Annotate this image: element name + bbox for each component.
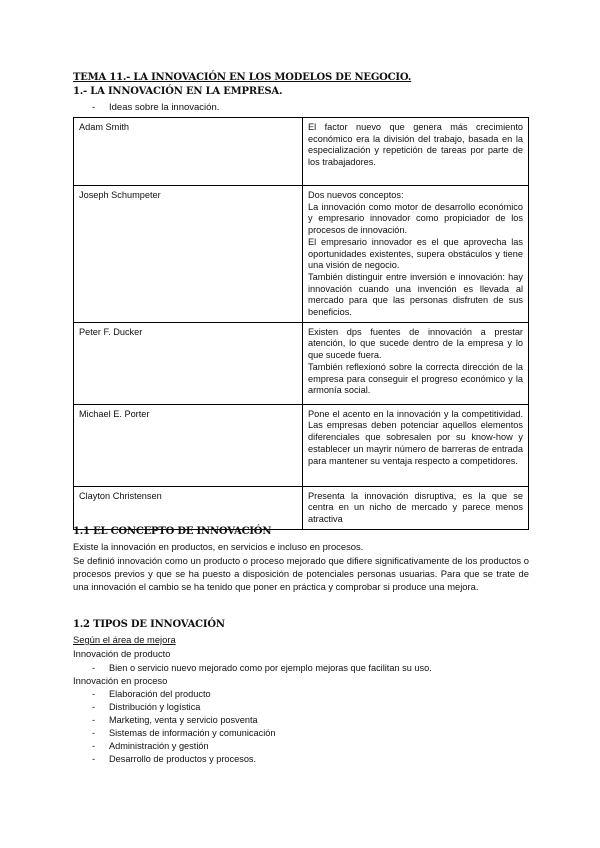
table-row	[74, 186, 529, 323]
idea-line: La innovación como motor de desarrollo económico y empresario innovador como propiciador de los procesos de innovación.	[308, 201, 523, 236]
list-item-text: Administración y gestión	[109, 741, 209, 751]
list-item	[92, 701, 275, 714]
list-item-text: Distribución y logística	[109, 702, 201, 712]
idea-line: Presenta la innovación disruptiva, es la que se centra en un nicho de mercado y parece menos atractiva	[308, 490, 523, 525]
list-item	[92, 753, 275, 766]
list-item	[92, 740, 275, 753]
bullet-dash: -	[92, 754, 96, 764]
concept-line: Existe la innovación en productos, en servicios e incluso en procesos.	[73, 541, 364, 552]
list-item-text: Sistemas de información y comunicación	[109, 728, 276, 738]
bullet-dash: -	[92, 728, 96, 738]
list-item-text: Marketing, venta y servicio posventa	[109, 715, 258, 725]
bullet-dash: -	[92, 702, 96, 712]
table-row	[74, 118, 529, 186]
product-innovation-list	[92, 662, 432, 675]
list-item-text: Desarrollo de productos y procesos.	[109, 754, 257, 764]
ideas-bullet	[92, 102, 219, 113]
author-idea	[303, 486, 529, 529]
idea-line: Dos nuevos conceptos:	[308, 190, 404, 200]
improvement-area-subheading: Según el área de mejora	[73, 634, 176, 645]
ideas-table	[73, 117, 529, 530]
bullet-dash: -	[92, 715, 96, 725]
idea-line: El factor nuevo que genera más crecimiento económico era la división del trabajo, basada en la especialización y repetición de tareas por parte de los trabajadores.	[308, 122, 523, 168]
list-item	[92, 727, 275, 740]
bullet-dash: -	[92, 741, 96, 751]
ideas-bullet-text: Ideas sobre la innovación.	[109, 102, 220, 113]
idea-line: Existen dps fuentes de innovación a prestar atención, lo que sucede dentro de la empresa y lo que sucede fuera.	[308, 326, 523, 361]
author-idea	[303, 322, 529, 404]
list-item-text: Bien o servicio nuevo mejorado como por ejemplo mejoras que facilitan su uso.	[109, 663, 432, 673]
section-1-1-heading: 1.1 EL CONCEPTO DE INNOVACIÓN	[73, 526, 272, 537]
idea-line: También distinguir entre inversión e innovación: hay innovación cuando una invención es llevada al mercado para que las personas disfruten de sus beneficios.	[308, 271, 523, 318]
list-item	[92, 688, 275, 701]
document-title: TEMA 11.- LA INNOVACIÓN EN LOS MODELOS DE NEGOCIO.	[73, 72, 412, 83]
table-row	[74, 322, 529, 404]
table-row	[74, 404, 529, 486]
bullet-dash: -	[92, 689, 96, 699]
author-name: Joseph Schumpeter	[74, 186, 303, 323]
process-innovation-list	[92, 688, 275, 766]
author-name: Clayton Christensen	[74, 486, 303, 529]
process-innovation-label: Innovación en proceso	[73, 675, 168, 686]
section-1-heading: 1.- LA INNOVACIÓN EN LA EMPRESA.	[73, 86, 283, 97]
author-idea	[303, 186, 529, 323]
author-idea	[303, 404, 529, 486]
list-item-text: Elaboración del producto	[109, 689, 211, 699]
author-name: Peter F. Ducker	[74, 322, 303, 404]
section-1-2-heading: 1.2 TIPOS DE INNOVACIÓN	[73, 619, 225, 630]
bullet-dash: -	[92, 102, 96, 113]
author-name: Michael E. Porter	[74, 404, 303, 486]
product-innovation-label: Innovación de producto	[73, 648, 171, 659]
author-name: Adam Smith	[74, 118, 303, 186]
bullet-dash: -	[92, 663, 96, 673]
concept-paragraph: Se definió innovación como un producto o proceso mejorado que difiere significativamente de los productos o procesos previos y que se ha puesto a disposición de potenciales personas usuarias. Para que se trate de una innovación el cambio se ha tenido que poner en práctica y comprobar si produce una mejora.	[73, 555, 529, 592]
list-item	[92, 662, 432, 675]
table-row	[74, 486, 529, 529]
idea-line: También reflexionó sobre la correcta dirección de la empresa para conseguir el progreso económico y la armonía social.	[308, 361, 523, 396]
list-item	[92, 714, 275, 727]
idea-line: El empresario innovador es el que aprovecha las oportunidades existentes, supera obstáculos y tiene una visión de negocio.	[308, 236, 523, 271]
idea-line: Pone el acento en la innovación y la competitividad. Las empresas deben potenciar aquellos elementos diferenciales que sobresalen por su know-how y establecer un mayrir número de barreras de entrada para mantener su ventaja respecto a competidores.	[308, 408, 523, 466]
author-idea	[303, 118, 529, 186]
